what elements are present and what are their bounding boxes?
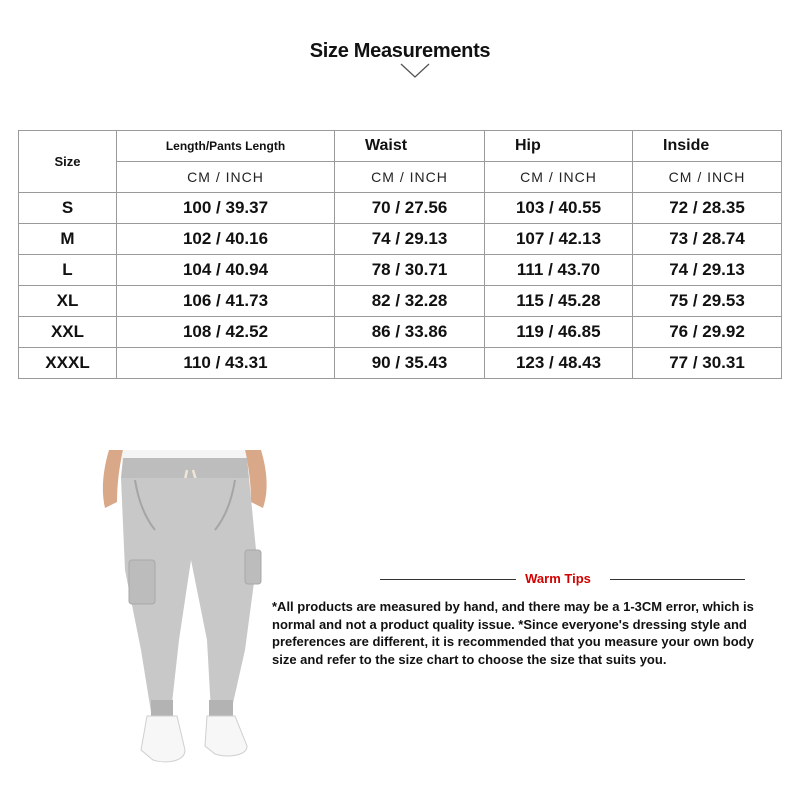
inside-cell: 77 / 30.31 <box>633 348 782 379</box>
size-header: Size <box>19 131 117 193</box>
size-cell: S <box>19 193 117 224</box>
hip-cell: 119 / 46.85 <box>485 317 633 348</box>
waist-cell: 90 / 35.43 <box>335 348 485 379</box>
unit-label: CM / INCH <box>633 162 782 193</box>
hip-cell: 111 / 43.70 <box>485 255 633 286</box>
waist-cell: 82 / 32.28 <box>335 286 485 317</box>
length-cell: 106 / 41.73 <box>117 286 335 317</box>
inside-cell: 76 / 29.92 <box>633 317 782 348</box>
waist-cell: 78 / 30.71 <box>335 255 485 286</box>
size-cell: M <box>19 224 117 255</box>
length-cell: 102 / 40.16 <box>117 224 335 255</box>
page-title: Size Measurements <box>309 40 491 62</box>
table-row <box>19 224 782 255</box>
size-cell: XXL <box>19 317 117 348</box>
length-cell: 100 / 39.37 <box>117 193 335 224</box>
table-unit-row <box>19 162 782 193</box>
unit-label: CM / INCH <box>485 162 633 193</box>
inside-cell: 73 / 28.74 <box>633 224 782 255</box>
table-row <box>19 348 782 379</box>
length-cell: 110 / 43.31 <box>117 348 335 379</box>
waist-cell: 74 / 29.13 <box>335 224 485 255</box>
tips-divider-right <box>610 579 745 580</box>
size-cell: L <box>19 255 117 286</box>
inside-header: Inside <box>633 131 782 162</box>
waist-cell: 70 / 27.56 <box>335 193 485 224</box>
waist-header: Waist <box>335 131 485 162</box>
inside-cell: 74 / 29.13 <box>633 255 782 286</box>
hip-cell: 115 / 45.28 <box>485 286 633 317</box>
waist-cell: 86 / 33.86 <box>335 317 485 348</box>
size-chart-table <box>18 130 782 379</box>
hip-cell: 107 / 42.13 <box>485 224 633 255</box>
table-row <box>19 255 782 286</box>
tips-title: Warm Tips <box>525 571 591 586</box>
length-cell: 108 / 42.52 <box>117 317 335 348</box>
size-cell: XL <box>19 286 117 317</box>
table-row <box>19 286 782 317</box>
caret-down-icon <box>400 63 430 79</box>
table-header-row <box>19 131 782 162</box>
unit-label: CM / INCH <box>335 162 485 193</box>
table-row <box>19 193 782 224</box>
hip-cell: 123 / 48.43 <box>485 348 633 379</box>
hip-cell: 103 / 40.55 <box>485 193 633 224</box>
length-cell: 104 / 40.94 <box>117 255 335 286</box>
inside-cell: 75 / 29.53 <box>633 286 782 317</box>
jogger-pants-model-image <box>95 450 275 800</box>
table-row <box>19 317 782 348</box>
length-header: Length/Pants Length <box>117 131 335 162</box>
inside-cell: 72 / 28.35 <box>633 193 782 224</box>
unit-label: CM / INCH <box>117 162 335 193</box>
tips-text: *All products are measured by hand, and there may be a 1-3CM error, which is normal and not a product quality issue. *Since everyone's dressing style and preferences are different, it is recommended that you measure your own body size and refer to the size chart to choose the size that suits you. <box>272 599 754 667</box>
size-cell: XXXL <box>19 348 117 379</box>
hip-header: Hip <box>485 131 633 162</box>
